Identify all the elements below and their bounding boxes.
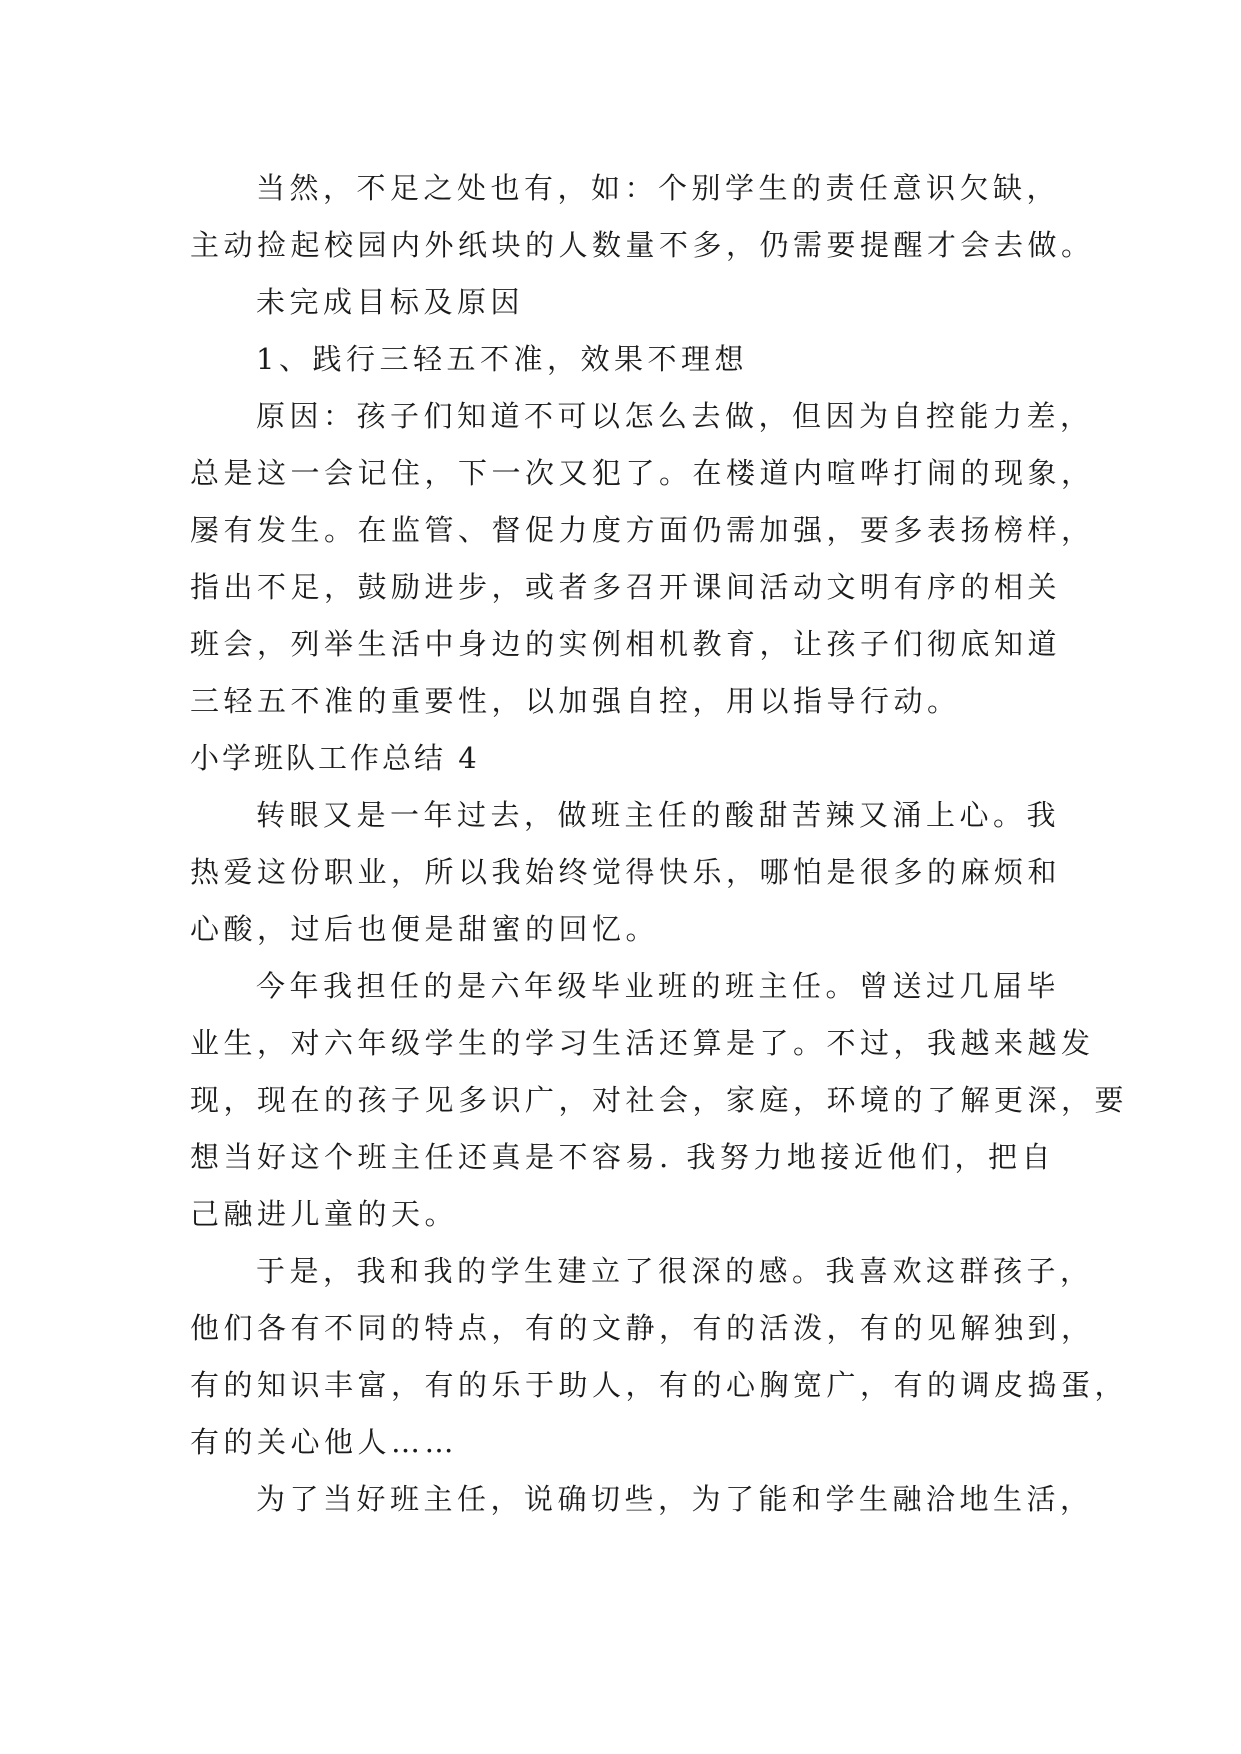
section-heading: 未完成目标及原因 xyxy=(256,285,525,319)
paragraph-line: 业生，对六年级学生的学习生活还算是了。不过，我越来越发 xyxy=(190,1026,1095,1060)
paragraph-line: 己融进儿童的天。 xyxy=(190,1197,459,1231)
paragraph-line: 心酸，过后也便是甜蜜的回忆。 xyxy=(190,912,660,946)
paragraph-line: 当然，不足之处也有，如：个别学生的责任意识欠缺， xyxy=(256,171,1061,205)
list-item: 1、践行三轻五不准，效果不理想 xyxy=(256,342,748,376)
paragraph-line: 有的关心他人…… xyxy=(190,1425,459,1459)
paragraph-line: 热爱这份职业，所以我始终觉得快乐，哪怕是很多的麻烦和 xyxy=(190,855,1062,889)
paragraph-line: 总是这一会记住，下一次又犯了。在楼道内喧哗打闹的现象， xyxy=(190,456,1095,490)
paragraph-line: 于是，我和我的学生建立了很深的感。我喜欢这群孩子， xyxy=(256,1254,1094,1288)
paragraph-line: 今年我担任的是六年级毕业班的班主任。曾送过几届毕 xyxy=(256,969,1061,1003)
paragraph-line: 转眼又是一年过去，做班主任的酸甜苦辣又涌上心。我 xyxy=(256,798,1061,832)
paragraph-line: 原因：孩子们知道不可以怎么去做，但因为自控能力差， xyxy=(256,399,1094,433)
paragraph-line: 想当好这个班主任还真是不容易. 我努力地接近他们，把自 xyxy=(190,1140,1055,1174)
paragraph-line: 班会，列举生活中身边的实例相机教育，让孩子们彻底知道 xyxy=(190,627,1062,661)
paragraph-line: 为了当好班主任，说确切些，为了能和学生融洽地生活， xyxy=(256,1482,1094,1516)
paragraph-line: 指出不足，鼓励进步，或者多召开课间活动文明有序的相关 xyxy=(190,570,1062,604)
paragraph-line: 屡有发生。在监管、督促力度方面仍需加强，要多表扬榜样， xyxy=(190,513,1095,547)
paragraph-line: 有的知识丰富，有的乐于助人，有的心胸宽广，有的调皮捣蛋， xyxy=(190,1368,1129,1402)
paragraph-line: 主动捡起校园内外纸块的人数量不多，仍需要提醒才会去做。 xyxy=(190,228,1095,262)
paragraph-line: 现，现在的孩子见多识广，对社会，家庭，环境的了解更深，要 xyxy=(190,1083,1129,1117)
paragraph-line: 他们各有不同的特点，有的文静，有的活泼，有的见解独到， xyxy=(190,1311,1095,1345)
document-title: 小学班队工作总结 4 xyxy=(190,741,480,775)
paragraph-line: 三轻五不准的重要性，以加强自控，用以指导行动。 xyxy=(190,684,961,718)
